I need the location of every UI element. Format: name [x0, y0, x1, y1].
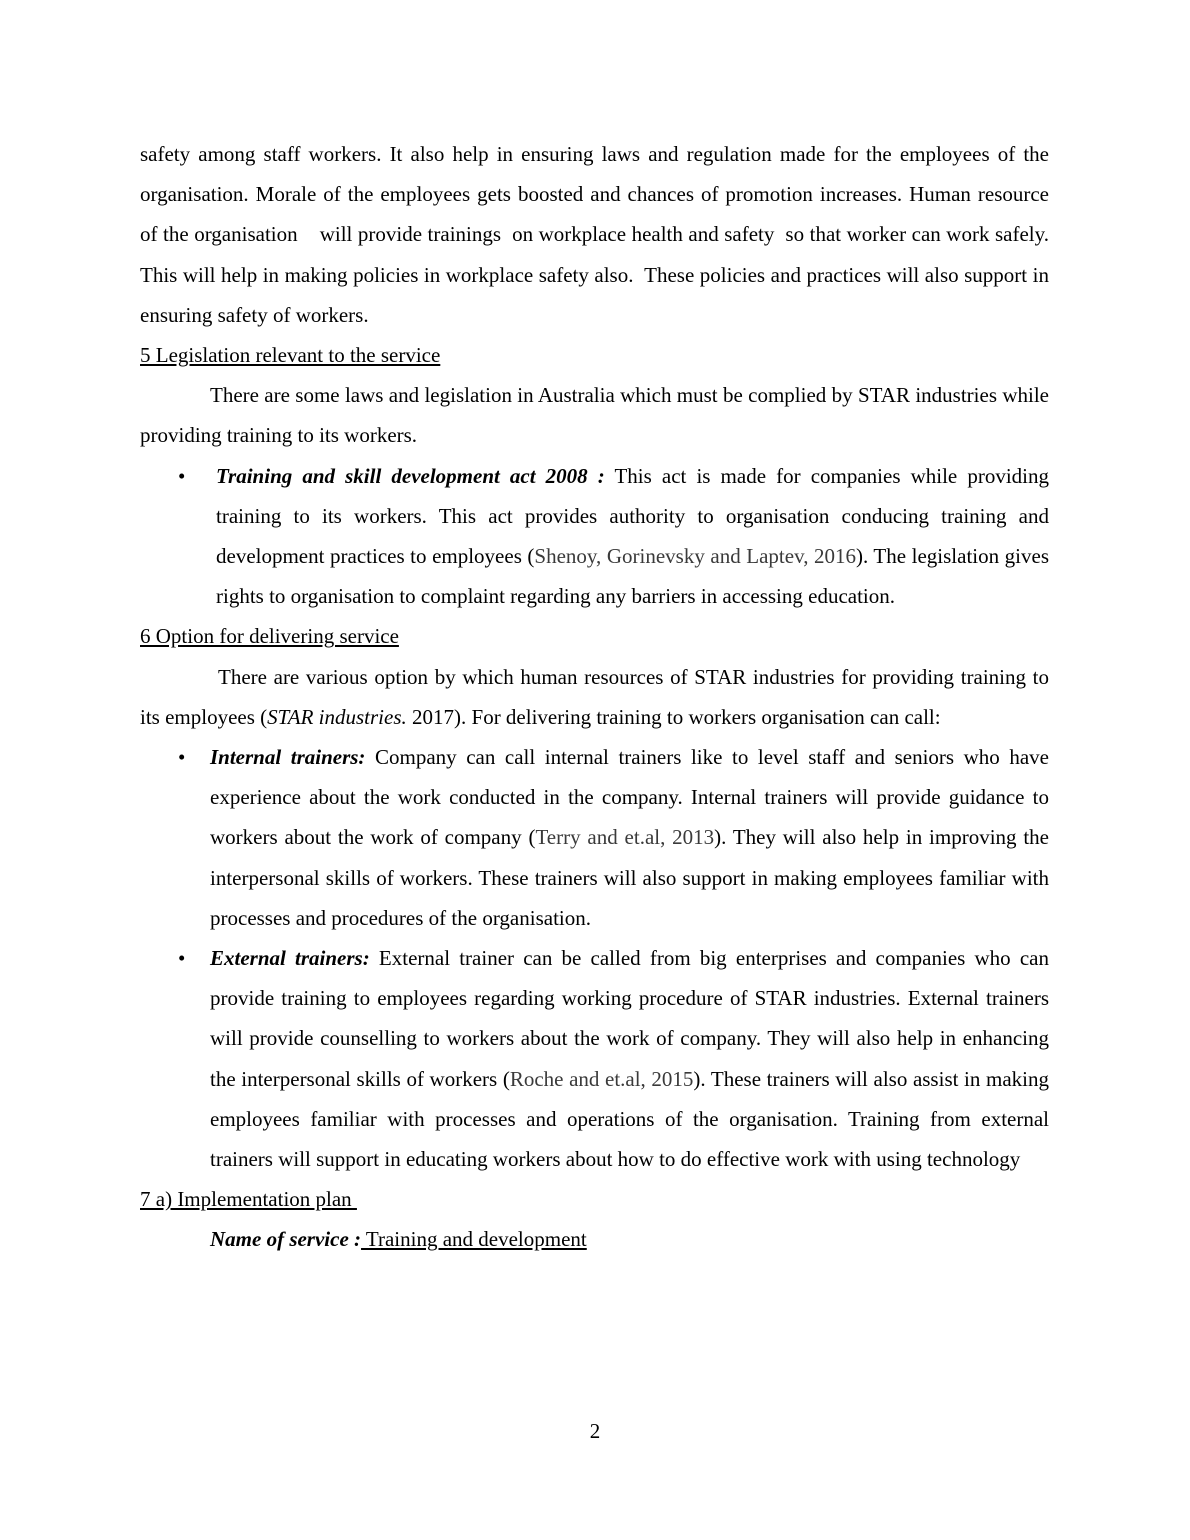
citation: Roche and et.al, 2015 [509, 1066, 694, 1091]
section-5-bullet-list [140, 456, 1049, 617]
list-item [140, 456, 1049, 617]
bullet-text: Company can call internal trainers like to level staff and seniors who have experience about the work conducted in the company. Internal trainers will provide guidance to workers about the work of company ( [210, 745, 1050, 850]
list-item [140, 737, 1049, 938]
section-6-bullet-list [140, 737, 1049, 1179]
citation: Shenoy, Gorinevsky and Laptev, 2016 [534, 544, 857, 569]
bullet-text: This act is made for companies while providing training to its workers. This act provides authority to organisation conducing training and development practices to employees ( [216, 463, 1050, 569]
section-5-heading: 5 Legislation relevant to the service [140, 343, 441, 368]
bullet-icon: • [178, 946, 186, 971]
bullet-text-end: ). The legislation gives rights to organisation to complaint regarding any barriers in accessing education. [216, 544, 1049, 609]
page-content [140, 134, 1060, 1260]
service-label: Name of service : [210, 1227, 362, 1252]
section-6-italic-citation: STAR industries. [267, 704, 407, 729]
bullet-title: Training and skill development act 2008 : [216, 463, 605, 488]
service-value: Training and development [361, 1227, 587, 1252]
section-7-heading: 7 a) Implementation plan [140, 1187, 357, 1212]
bullet-text-end: ). They will also help in improving the interpersonal skills of workers. These trainers will also support in making employees familiar with processes and procedures of the organisation. [210, 825, 1049, 930]
bullet-icon: • [178, 463, 186, 488]
section-6-text-end: 2017). For delivering training to workers organisation can call: [406, 704, 941, 729]
bullet-text-end: ). These trainers will also assist in making employees familiar with processes and operations of the organisation. Training from external trainers will support in educating workers about how to do effective work with using technology [210, 1066, 1049, 1172]
page-number: 2 [589, 1419, 601, 1443]
section-6-text: There are various option by which human resources of STAR industries for providing training to its employees ( [140, 664, 1049, 729]
section-6-paragraph [140, 657, 1049, 737]
list-item [140, 938, 1049, 1179]
service-line [140, 1219, 1049, 1259]
intro-paragraph: safety among staff workers. It also help in ensuring laws and regulation made for the employees of the organisation. Morale of the employees gets boosted and chances of promotion increases. Human resource of the organisation will provide trainings on workplace health and safety so that worker can work safely. This will help in making policies in workplace safety also. These policies and practices will also support in ensuring safety of workers. [140, 142, 1060, 327]
section-5-paragraph: There are some laws and legislation in Australia which must be complied by STAR industries while providing training to its workers. [140, 383, 1049, 448]
citation: Terry and et.al, 2013 [535, 825, 715, 850]
section-6-heading: 6 Option for delivering service [140, 624, 399, 649]
bullet-title: External trainers: [210, 946, 370, 971]
bullet-text: External trainer can be called from big enterprises and companies who can provide training to employees regarding working procedure of STAR industries. External trainers will provide counselling to workers about the work of company. They will also help in enhancing the interpersonal skills of workers ( [210, 946, 1049, 1091]
bullet-icon: • [178, 745, 186, 770]
bullet-title: Internal trainers: [210, 745, 366, 770]
